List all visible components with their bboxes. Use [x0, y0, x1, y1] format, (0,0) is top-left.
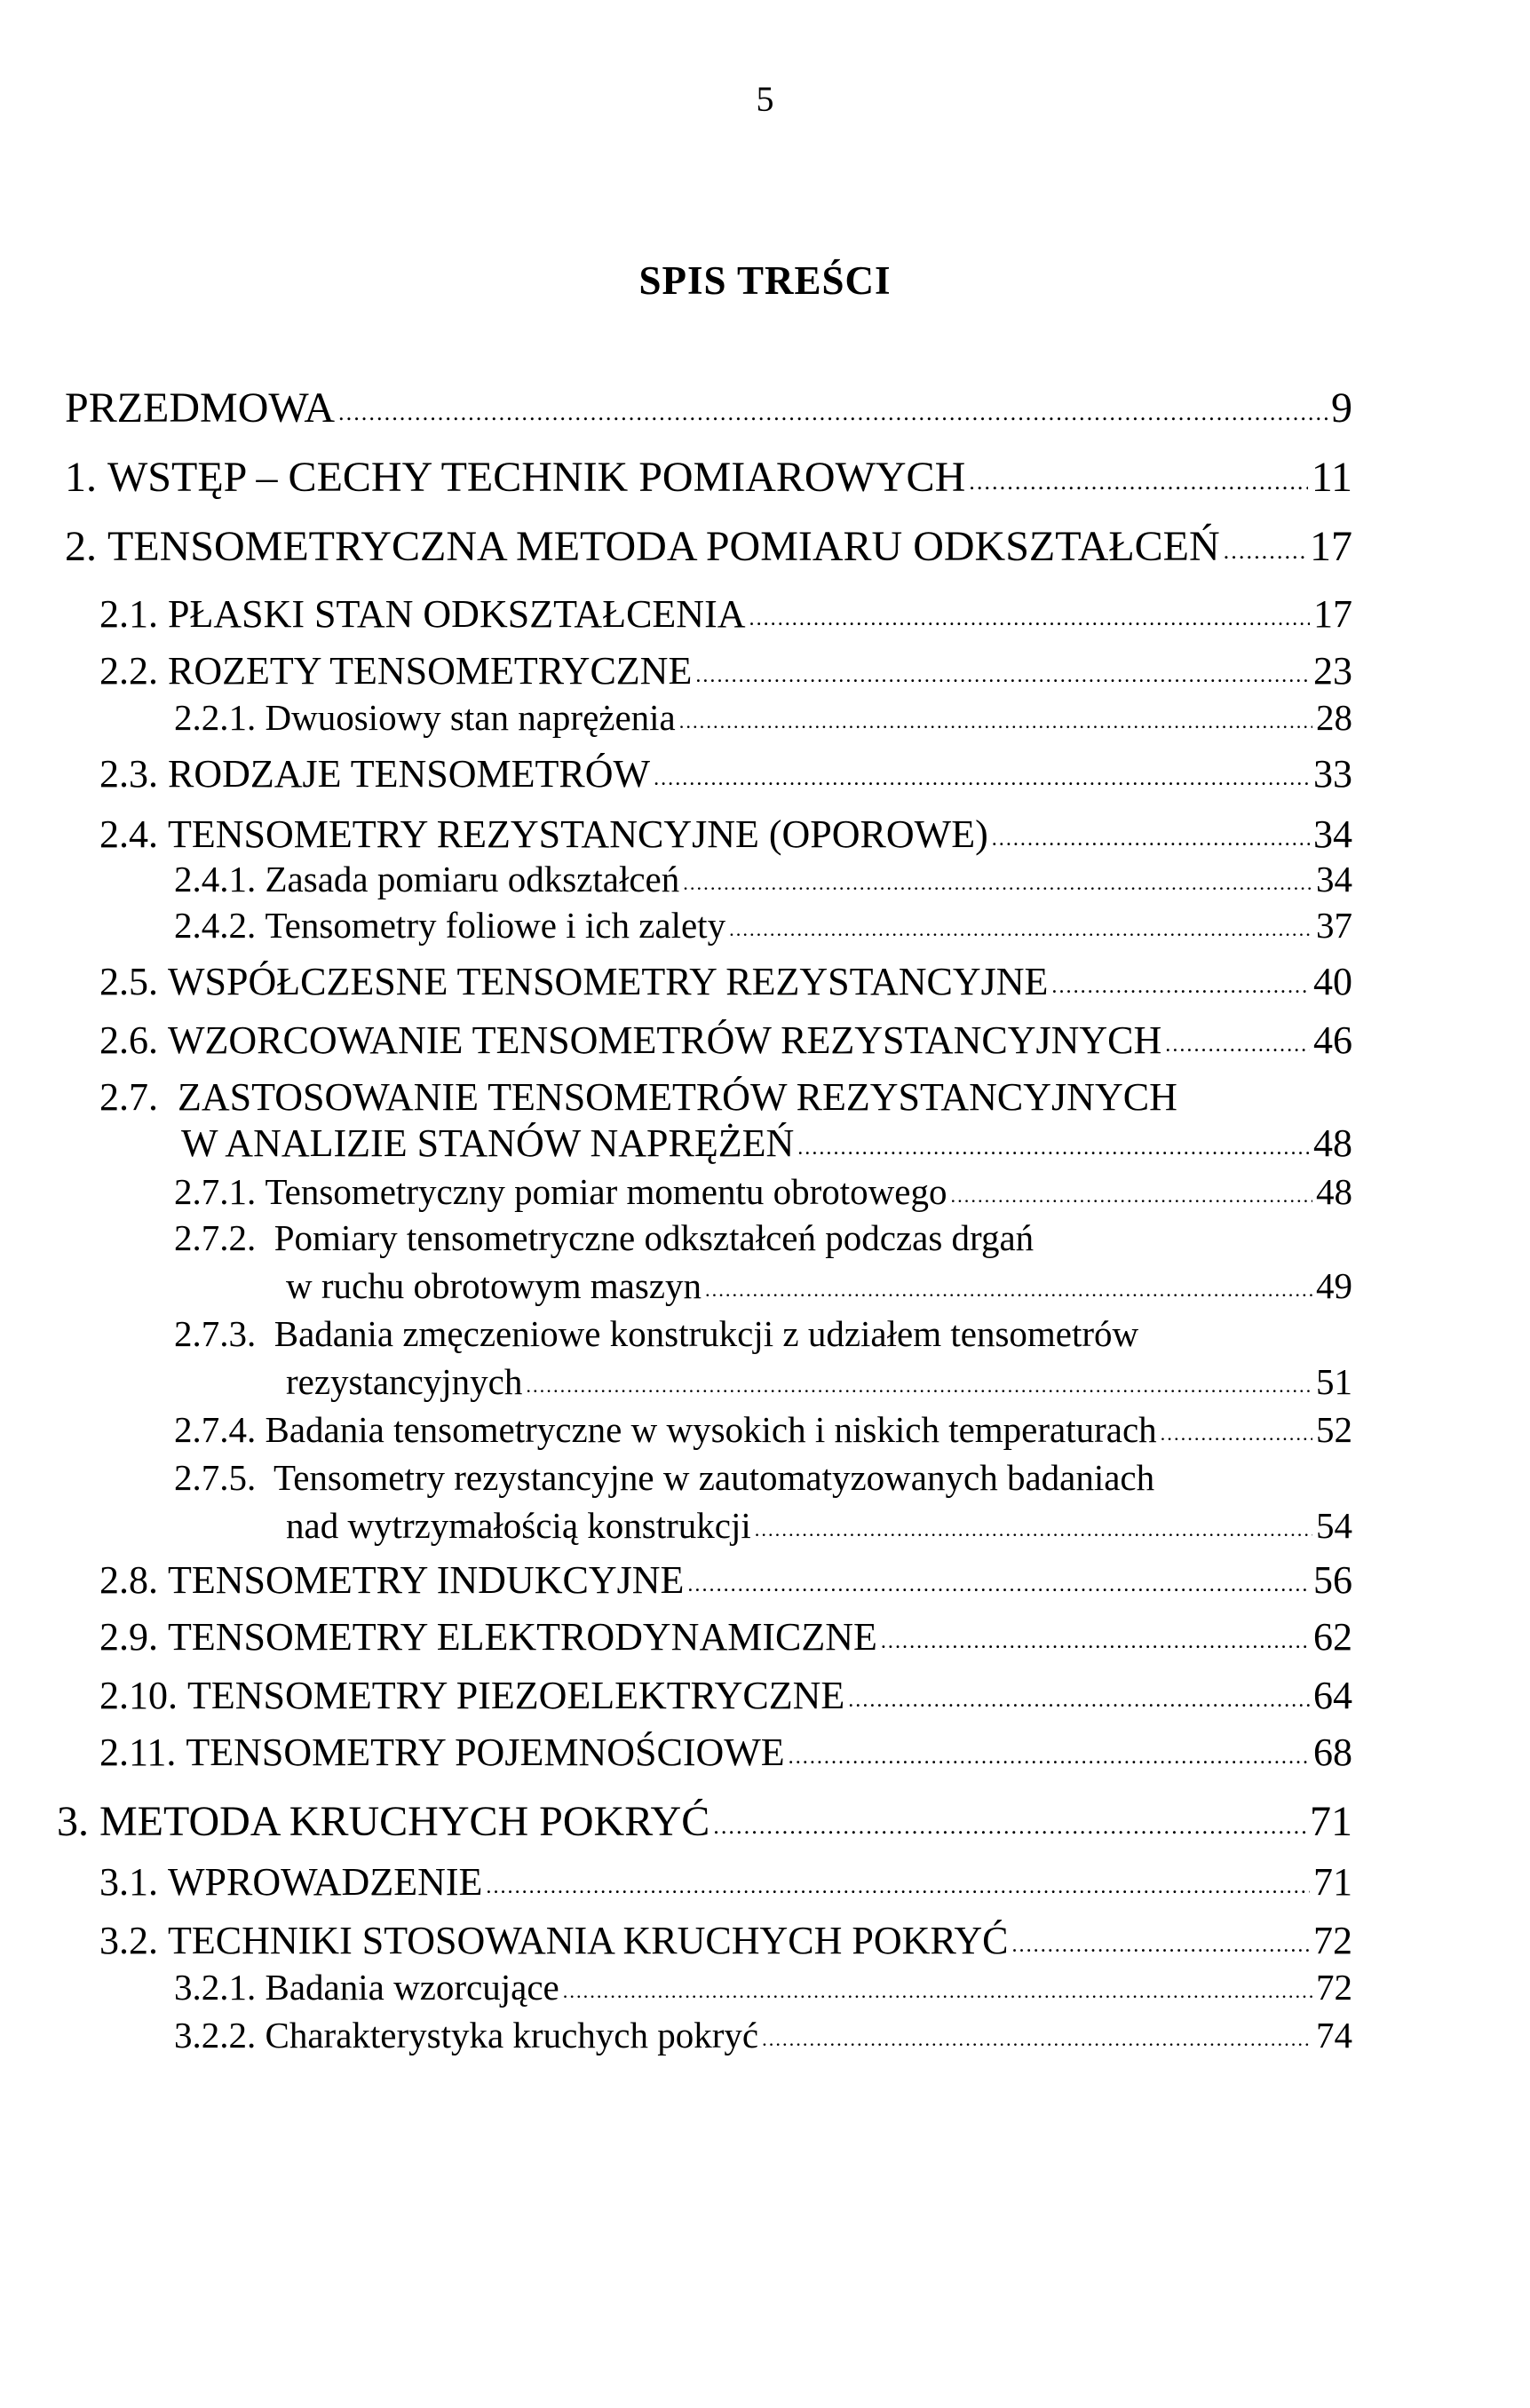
toc-entry-2-7-5: [286, 1504, 1352, 1547]
toc-entry-2-5: [99, 959, 1352, 1004]
dot-leader: [683, 872, 1312, 895]
toc-entry-number: 3.2.: [99, 1919, 158, 1962]
toc-entry-page: 68: [1313, 1731, 1352, 1774]
dot-leader: [969, 468, 1308, 495]
dot-leader: [881, 1629, 1310, 1654]
toc-entry-3-2-1: [174, 1966, 1352, 2008]
dot-leader: [992, 827, 1310, 852]
dot-leader: [950, 1184, 1312, 1208]
page-title: SPIS TREŚCI: [638, 258, 892, 303]
toc-entry-page: 71: [1310, 1798, 1352, 1845]
toc-entry-page: 71: [1313, 1860, 1352, 1904]
dot-leader: [563, 1980, 1312, 2003]
toc-entry-title: TENSOMETRY REZYSTANCYJNE (OPOROWE): [168, 812, 988, 856]
toc-entry-title: Charakterystyka kruchych pokryć: [265, 2015, 759, 2056]
toc-entry-title: Dwuosiowy stan naprężenia: [265, 697, 676, 738]
toc-entry-2-7-1: [174, 1170, 1352, 1213]
toc-entry-title: Badania tensometryczne w wysokich i niskich temperaturach: [265, 1409, 1157, 1450]
toc-entry-number: 2.1.: [99, 592, 158, 636]
toc-entry-3-1: [99, 1859, 1352, 1905]
toc-entry-page: 17: [1310, 523, 1352, 570]
toc-entry-number: 2.7.1.: [174, 1171, 257, 1212]
toc-entry-title: PRZEDMOWA: [65, 384, 336, 432]
toc-entry-page: 23: [1313, 649, 1352, 693]
toc-entry-title: WPROWADZENIE: [168, 1860, 483, 1904]
toc-entry-title: W ANALIZIE STANÓW NAPRĘŻEŃ: [181, 1121, 795, 1165]
toc-entry-2-7-3: [286, 1360, 1352, 1403]
toc-entry-title-line1: Badania zmęczeniowe konstrukcji z udziałem tensometrów: [273, 1313, 1139, 1354]
toc-entry-title: Badania wzorcujące: [265, 1967, 559, 2008]
toc-entry-page: 51: [1316, 1361, 1352, 1402]
toc-entry-2-9: [99, 1614, 1352, 1659]
toc-entry-title: METODA KRUCHYCH POKRYĆ: [99, 1798, 710, 1845]
toc-entry-2-7-3-first-line: [174, 1312, 1138, 1355]
toc-entry-title: TENSOMETRY PIEZOELEKTRYCZNE: [187, 1674, 845, 1717]
toc-entry-2-10: [99, 1673, 1352, 1718]
toc-entry-title: PŁASKI STAN ODKSZTAŁCENIA: [168, 592, 746, 636]
toc-entry-page: 62: [1313, 1615, 1352, 1659]
toc-entry-number: 2.4.2.: [174, 905, 257, 946]
dot-leader: [679, 710, 1312, 733]
toc-entry-number: 3.: [57, 1798, 89, 1845]
toc-entry-number: 2.7.2.: [174, 1217, 257, 1258]
toc-entry-2-7-2: [286, 1264, 1352, 1307]
toc-entry-number: 2.4.: [99, 812, 158, 856]
toc-entry-title: TENSOMETRY ELEKTRODYNAMICZNE: [168, 1615, 877, 1659]
dot-leader: [1224, 537, 1306, 565]
dot-leader: [729, 918, 1312, 941]
toc-entry-2-11: [99, 1730, 1352, 1775]
toc-entry-title-line1: Tensometry rezystancyjne w zautomatyzowanych badaniach: [273, 1457, 1155, 1498]
toc-entry-number: 2.2.1.: [174, 697, 257, 738]
toc-entry-number: 2.2.: [99, 649, 158, 693]
toc-entry-number: 2.8.: [99, 1558, 158, 1602]
dot-leader: [1051, 974, 1310, 999]
toc-entry-number: 2.11.: [99, 1731, 177, 1774]
toc-entry-przedmowa: [65, 384, 1352, 432]
toc-entry-title: Tensometry foliowe i ich zalety: [265, 905, 726, 946]
dot-leader: [526, 1374, 1312, 1398]
toc-entry-number: 2.7.4.: [174, 1409, 257, 1450]
toc-entry-2-7-first-line: [99, 1074, 1177, 1120]
dot-leader: [848, 1688, 1310, 1713]
toc-entry-2-7: [181, 1121, 1352, 1166]
toc-entry-number: 2.: [65, 523, 97, 570]
toc-entry-page: 52: [1316, 1409, 1352, 1450]
toc-entry-title: WSTĘP – CECHY TECHNIK POMIAROWYCH: [107, 454, 966, 501]
toc-entry-title: TECHNIKI STOSOWANIA KRUCHYCH POKRYĆ: [168, 1919, 1009, 1962]
toc-entry-3-2: [99, 1918, 1352, 1963]
toc-entry-title: Zasada pomiaru odkształceń: [265, 859, 680, 899]
toc-entry-2: [65, 522, 1352, 571]
dot-leader: [695, 663, 1310, 688]
dot-leader: [654, 766, 1310, 791]
toc-entry-page: 28: [1316, 697, 1352, 738]
dot-leader: [338, 399, 1328, 426]
toc-entry-title: TENSOMETRY INDUKCYJNE: [168, 1558, 685, 1602]
dot-leader: [789, 1745, 1310, 1770]
dot-leader: [1012, 1933, 1311, 1958]
toc-entry-number: 2.6.: [99, 1018, 158, 1062]
toc-entry-2-6: [99, 1018, 1352, 1063]
toc-entry-page: 72: [1313, 1919, 1352, 1962]
toc-entry-title: ROZETY TENSOMETRYCZNE: [168, 649, 693, 693]
toc-entry-number: 2.5.: [99, 960, 158, 1003]
toc-entry-page: 11: [1311, 454, 1352, 501]
toc-entry-title: TENSOMETRY POJEMNOŚCIOWE: [186, 1731, 785, 1774]
dot-leader: [705, 1279, 1312, 1302]
toc-entry-2-2-1: [174, 696, 1352, 739]
toc-entry-page: 72: [1316, 1967, 1352, 2008]
toc-entry-page: 56: [1313, 1558, 1352, 1602]
toc-entry-number: 2.10.: [99, 1674, 178, 1717]
toc-entry-2-3: [99, 751, 1352, 796]
dot-leader: [486, 1874, 1310, 1899]
toc-entry-number: 1.: [65, 454, 97, 501]
toc-entry-3-2-2: [174, 2014, 1352, 2056]
toc-entry-page: 54: [1316, 1505, 1352, 1546]
toc-entry-page: 49: [1316, 1265, 1352, 1306]
toc-entry-page: 34: [1316, 859, 1352, 899]
dot-leader: [687, 1572, 1310, 1597]
toc-entry-title: rezystancyjnych: [286, 1361, 523, 1402]
toc-entry-number: 2.7.5.: [174, 1457, 257, 1498]
toc-entry-page: 46: [1313, 1018, 1352, 1062]
toc-entry-number: 3.1.: [99, 1860, 158, 1904]
toc-entry-number: 3.2.1.: [174, 1967, 257, 2008]
toc-entry-number: 2.4.1.: [174, 859, 257, 899]
toc-entry-2-8: [99, 1557, 1352, 1603]
toc-entry-2-4: [99, 812, 1352, 857]
toc-entry-number: 2.7.: [99, 1075, 158, 1119]
toc-entry-2-4-2: [174, 904, 1352, 947]
toc-entry-2-2: [99, 648, 1352, 693]
toc-entry-page: 48: [1316, 1171, 1352, 1212]
toc-entry-number: 2.9.: [99, 1615, 158, 1659]
toc-entry-title: nad wytrzymałością konstrukcji: [286, 1505, 751, 1546]
dot-leader: [762, 2028, 1312, 2051]
toc-entry-title: WZORCOWANIE TENSOMETRÓW REZYSTANCYJNYCH: [168, 1018, 1162, 1062]
toc-entry-page: 33: [1313, 752, 1352, 796]
toc-entry-2-1: [99, 591, 1352, 637]
toc-entry-2-4-1: [174, 858, 1352, 900]
toc-entry-title: TENSOMETRYCZNA METODA POMIARU ODKSZTAŁCEŃ: [107, 523, 1220, 570]
page-number: 5: [756, 79, 774, 119]
toc-entry-title: w ruchu obrotowym maszyn: [286, 1265, 702, 1306]
toc-entry-2-7-4: [174, 1408, 1352, 1451]
dot-leader: [713, 1812, 1306, 1840]
toc-entry-title-line1: Pomiary tensometryczne odkształceń podczas drgań: [273, 1217, 1035, 1258]
toc-entry-number: 2.7.3.: [174, 1313, 257, 1354]
toc-entry-number: 2.3.: [99, 752, 158, 796]
dot-leader: [797, 1136, 1310, 1160]
toc-entry-page: 34: [1313, 812, 1352, 856]
toc-entry-2-7-5-first-line: [174, 1456, 1154, 1499]
toc-entry-title: RODZAJE TENSOMETRÓW: [168, 752, 651, 796]
dot-leader: [755, 1518, 1312, 1541]
toc-entry-page: 37: [1316, 905, 1352, 946]
toc-entry-title-line1: ZASTOSOWANIE TENSOMETRÓW REZYSTANCYJNYCH: [178, 1075, 1177, 1119]
toc-entry-page: 48: [1313, 1121, 1352, 1165]
toc-entry-page: 64: [1313, 1674, 1352, 1717]
toc-entry-page: 40: [1313, 960, 1352, 1003]
toc-entry-page: 9: [1331, 384, 1352, 432]
toc-entry-number: 3.2.2.: [174, 2015, 257, 2056]
dot-leader: [1161, 1422, 1312, 1446]
toc-entry-title: WSPÓŁCZESNE TENSOMETRY REZYSTANCYJNE: [168, 960, 1049, 1003]
toc-entry-page: 74: [1316, 2015, 1352, 2056]
toc-entry-2-7-2-first-line: [174, 1216, 1034, 1259]
toc-entry-title: Tensometryczny pomiar momentu obrotowego: [265, 1171, 947, 1212]
dot-leader: [749, 606, 1310, 631]
toc-entry-3: [57, 1797, 1352, 1846]
dot-leader: [1165, 1033, 1310, 1057]
toc-entry-page: 17: [1313, 592, 1352, 636]
toc-entry-1: [65, 453, 1352, 502]
